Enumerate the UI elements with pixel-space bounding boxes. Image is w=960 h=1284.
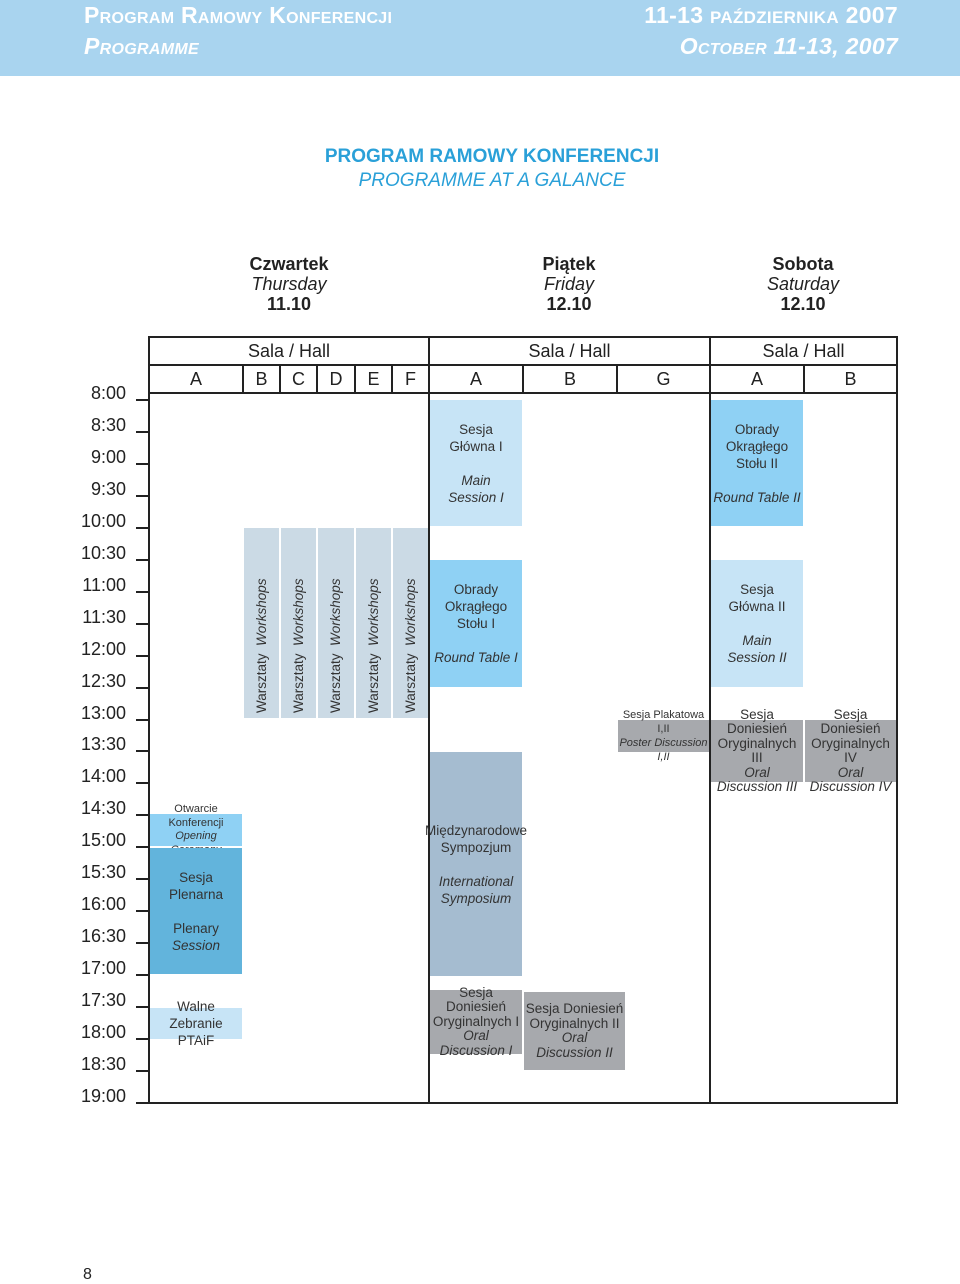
time-tick — [136, 1102, 148, 1104]
room-label: F — [405, 369, 416, 389]
time-label: 12:30 — [80, 670, 126, 691]
time-tick — [136, 1070, 148, 1072]
header-dates-en: October 11-13, 2007 — [679, 33, 898, 59]
room-label: E — [367, 369, 380, 389]
day-en: Saturday — [766, 274, 840, 294]
time-label: 17:00 — [80, 958, 126, 979]
time-label: 15:00 — [80, 830, 126, 851]
time-label: 9:00 — [90, 446, 126, 467]
room-label: B — [563, 369, 576, 389]
time-label: 10:30 — [80, 542, 126, 563]
time-tick — [136, 1038, 148, 1040]
workshop-block-c — [281, 528, 316, 718]
time-label: 8:30 — [90, 414, 126, 435]
time-tick — [136, 942, 148, 944]
room-label: B — [844, 369, 857, 389]
day-pl: Sobota — [772, 254, 834, 274]
time-label: 18:30 — [80, 1053, 126, 1074]
time-tick — [136, 910, 148, 912]
day-date: 11.10 — [266, 294, 312, 314]
time-label: 19:00 — [80, 1085, 126, 1106]
time-label: 12:00 — [80, 638, 126, 659]
time-tick — [136, 559, 148, 561]
day-date: 12.10 — [780, 294, 826, 314]
oral-discussion-1: Sesja Doniesień Oryginalnych I Oral Discussion I — [430, 990, 522, 1054]
time-label: 10:00 — [80, 510, 126, 531]
room-label: D — [329, 369, 343, 389]
time-label: 15:30 — [80, 862, 126, 883]
workshop-block-d — [318, 528, 354, 718]
time-label: 13:00 — [80, 702, 126, 723]
grid-right-line — [896, 336, 898, 1104]
time-label: 17:30 — [80, 990, 126, 1011]
time-tick — [136, 527, 148, 529]
day-header-thursday — [189, 254, 389, 314]
time-label: 9:30 — [90, 478, 126, 499]
time-label: 14:30 — [80, 798, 126, 819]
header-dates-pl — [644, 2, 898, 29]
room-label: C — [292, 369, 305, 389]
opening-ceremony: Otwarcie Konferencji Opening — [150, 814, 242, 846]
time-tick — [136, 399, 148, 401]
time-tick — [136, 846, 148, 848]
time-tick — [136, 974, 148, 976]
time-label: 16:00 — [80, 894, 126, 915]
main-session-1: Sesja Główna I Main Session I — [430, 400, 522, 526]
time-label: 11:30 — [82, 606, 126, 627]
hall-label-saturday: Sala / Hall — [762, 341, 845, 361]
day-header-friday — [469, 254, 669, 314]
time-tick — [136, 750, 148, 752]
oral-discussion-2: Sesja Doniesień Oryginalnych II Oral Discussion II — [524, 992, 625, 1070]
grid-left-line — [148, 336, 150, 1104]
time-label: 16:30 — [80, 926, 126, 947]
day-en: Thursday — [251, 274, 327, 294]
time-tick — [136, 463, 148, 465]
grid-bottom-line — [148, 1102, 898, 1104]
workshop-label: Warsztaty Workshops — [366, 578, 381, 713]
time-tick — [136, 431, 148, 433]
page-number: 8 — [83, 1266, 92, 1283]
time-tick — [136, 782, 148, 784]
time-tick — [136, 878, 148, 880]
header-title-en: Programme — [84, 33, 199, 59]
time-tick — [136, 814, 148, 816]
workshop-divider — [242, 528, 244, 718]
workshop-label: Warsztaty Workshops — [291, 578, 306, 713]
round-table-1: Obrady Okrągłego Stołu I Round Table I — [430, 560, 522, 687]
time-label: 13:30 — [80, 734, 126, 755]
room-label: B — [255, 369, 268, 389]
workshop-block-f — [393, 528, 428, 718]
time-tick — [136, 1006, 148, 1008]
time-label: 14:00 — [80, 766, 126, 787]
grid-top-line — [148, 336, 898, 338]
time-label: 18:00 — [80, 1022, 126, 1042]
page-title: PROGRAM RAMOWY KONFERENCJI — [324, 146, 660, 167]
header-dates-pl-days: 11-13 — [644, 2, 704, 28]
room-label: A — [469, 369, 482, 389]
time-tick — [136, 655, 148, 657]
header-title-pl: Program Ramowy Konferencji — [84, 2, 393, 28]
oral-discussion-4: Sesja Doniesień Oryginalnych IV Oral Discussion IV — [805, 720, 896, 782]
time-label: 8:00 — [90, 383, 126, 403]
general-meeting: Walne Zebranie PTAiF — [150, 1008, 242, 1039]
header-dates-pl-month: PAŹDZIERNIKA — [710, 8, 839, 27]
day-en: Friday — [543, 274, 594, 294]
room-label: A — [750, 369, 763, 389]
day-pl: Piątek — [542, 254, 596, 274]
hall-label-friday: Sala / Hall — [528, 341, 611, 361]
room-label: G — [656, 369, 671, 389]
page-subtitle: PROGRAMME AT A GALANCE — [358, 170, 626, 191]
day-date: 12.10 — [546, 294, 592, 314]
main-session-2: Sesja Główna II Main Session II — [711, 560, 803, 687]
time-tick — [136, 719, 148, 721]
time-label: 11:00 — [82, 574, 126, 595]
room-label: A — [189, 369, 202, 389]
header-dates-pl-year: 2007 — [845, 2, 898, 28]
day-pl: Czwartek — [249, 254, 329, 274]
oral-discussion-3: Sesja Doniesień Oryginalnych III Oral Discussion III — [711, 720, 803, 782]
workshop-label: Warsztaty Workshops — [254, 578, 269, 713]
poster-discussion: Sesja Plakatowa I,II Poster Discussion I,II — [619, 709, 708, 763]
hall-label-thursday: Sala / Hall — [247, 341, 331, 361]
time-tick — [136, 687, 148, 689]
round-table-2: Obrady Okrągłego Stołu II Round Table II — [711, 400, 803, 526]
plenary-session: Sesja Plenarna Plenary Session — [150, 848, 242, 974]
workshop-block-b — [244, 528, 279, 718]
time-tick — [136, 591, 148, 593]
time-tick — [136, 623, 148, 625]
time-tick — [136, 495, 148, 497]
workshop-label: Warsztaty Workshops — [328, 578, 343, 713]
workshop-label: Warsztaty Workshops — [403, 578, 418, 713]
workshop-block-e — [356, 528, 391, 718]
day-header-saturday — [703, 254, 903, 314]
international-symposium: Międzynarodowe Sympozjum International Symposium — [430, 752, 522, 976]
